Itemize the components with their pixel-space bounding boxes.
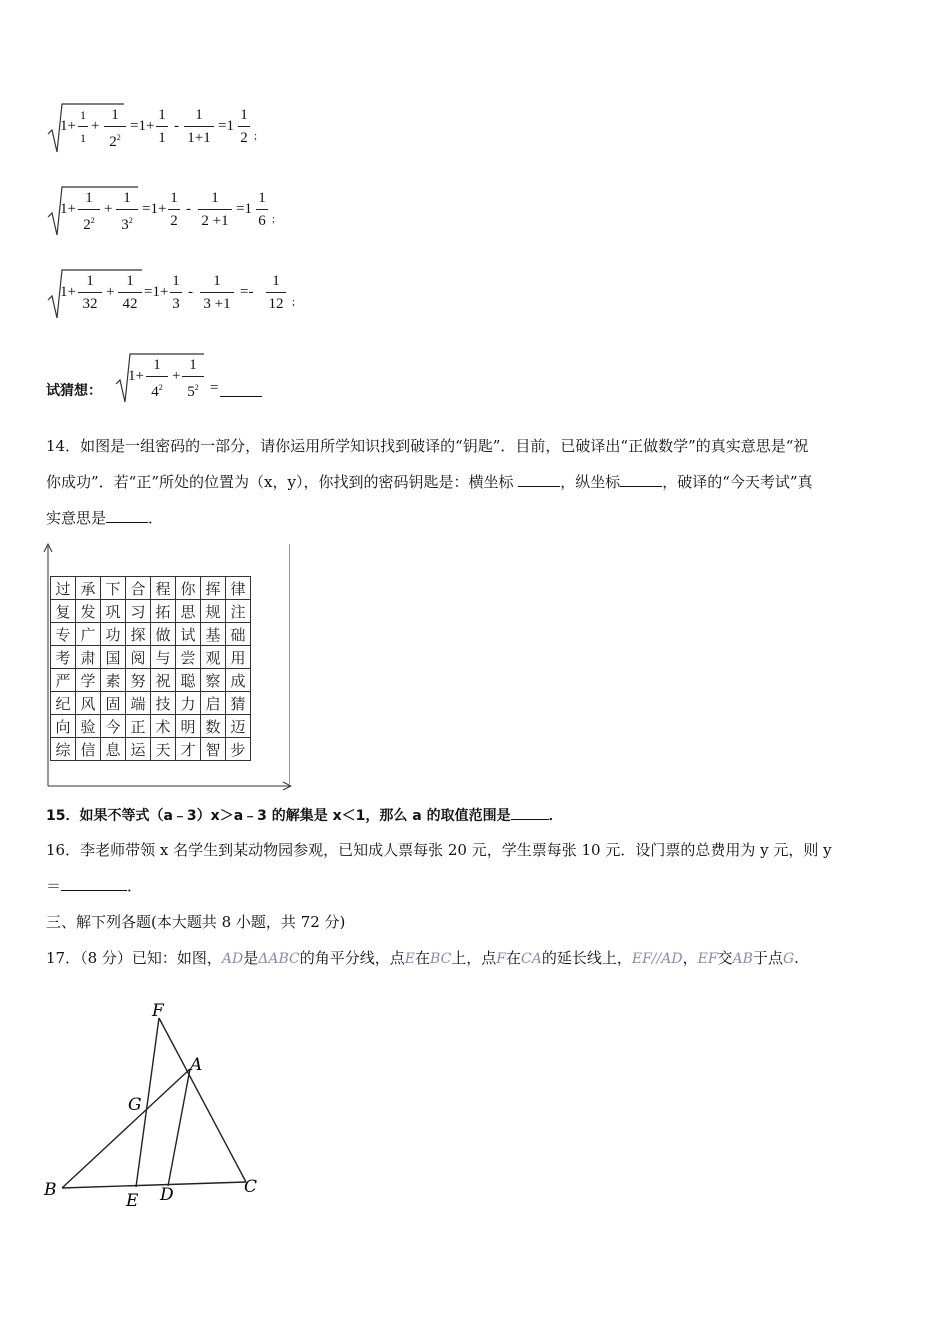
q16-line-2 — [46, 868, 906, 904]
label-c: C — [244, 1177, 258, 1197]
grid-cell: 注 — [226, 600, 251, 623]
grid-cell: 成 — [226, 669, 251, 692]
grid-cell: 国 — [101, 646, 126, 669]
grid-cell: 固 — [101, 692, 126, 715]
semicolon: ; — [272, 213, 276, 225]
grid-cell: 风 — [76, 692, 101, 715]
grid-cell: 术 — [151, 715, 176, 738]
grid-row — [51, 669, 251, 692]
grid-cell: 聪 — [176, 669, 201, 692]
grid-row — [51, 715, 251, 738]
math-ef: EF — [697, 951, 718, 967]
cipher-grid — [50, 576, 251, 761]
equals: =1 — [218, 118, 234, 134]
grid-cell: 技 — [151, 692, 176, 715]
equals: =1+ — [144, 284, 169, 300]
fraction: 1 2 — [168, 189, 180, 230]
grid-cell: 综 — [51, 738, 76, 761]
q17-text: 是 — [243, 949, 259, 967]
q14-text: ，纵坐标 — [560, 473, 621, 491]
q17-text: 17．（8 分）已知：如图， — [46, 949, 222, 967]
segment-bc — [62, 1182, 246, 1188]
q17-text: 于点 — [752, 949, 783, 967]
q14-text: ，破译的“今天考试”真 — [662, 473, 813, 491]
x-blank[interactable] — [518, 470, 560, 487]
q14-text: ． — [148, 509, 164, 527]
grid-cell: 迈 — [226, 715, 251, 738]
grid-cell: 思 — [176, 600, 201, 623]
label-g: G — [128, 1095, 142, 1115]
grid-cell: 息 — [101, 738, 126, 761]
math-f: F — [496, 951, 507, 967]
grid-cell: 尝 — [176, 646, 201, 669]
meaning-blank[interactable] — [106, 506, 148, 523]
minus: - — [188, 284, 193, 300]
fraction: 1 32 — [78, 272, 102, 313]
math-e: E — [404, 951, 415, 967]
semicolon: ; — [254, 130, 258, 142]
grid-cell: 数 — [201, 715, 226, 738]
grid-cell: 才 — [176, 738, 201, 761]
grid-cell: 智 — [201, 738, 226, 761]
q17-text: ， — [682, 949, 698, 967]
q16-text: ＝ — [46, 877, 62, 895]
question-14 — [46, 428, 906, 536]
grid-cell: 功 — [101, 623, 126, 646]
q17-text: 在 — [415, 949, 431, 967]
guess-label: 试猜想： — [46, 383, 102, 399]
label-e: E — [126, 1191, 139, 1211]
answer-blank[interactable] — [511, 803, 549, 820]
equals: = — [210, 380, 219, 396]
q17-text: 在 — [506, 949, 522, 967]
grid-cell: 拓 — [151, 600, 176, 623]
grid-cell: 察 — [201, 669, 226, 692]
q17-text: 的延长线上， — [541, 949, 632, 967]
plus: + — [172, 368, 181, 384]
grid-cell: 力 — [176, 692, 201, 715]
grid-cell: 素 — [101, 669, 126, 692]
grid-cell: 努 — [126, 669, 151, 692]
q15-text: 15．如果不等式（a﹣3）x＞a﹣3 的解集是 x＜1，那么 a 的取值范围是 — [46, 808, 511, 824]
fraction: 1 12 — [266, 272, 286, 313]
fraction: 1 1+1 — [184, 106, 214, 147]
grid-cell: 复 — [51, 600, 76, 623]
equals: =1 — [236, 201, 252, 217]
fraction: 1 $2^2$ — [104, 106, 126, 151]
grid-cell: 纪 — [51, 692, 76, 715]
grid-row — [51, 738, 251, 761]
grid-cell: 考 — [51, 646, 76, 669]
grid-row — [51, 577, 251, 600]
grid-cell: 试 — [176, 623, 201, 646]
question-15 — [46, 798, 906, 834]
term: 1+ — [60, 201, 76, 217]
equals: =1+ — [142, 201, 167, 217]
plus: + — [91, 118, 100, 134]
fraction: 1 $2^2$ — [78, 189, 100, 234]
fraction: 1 2 — [238, 106, 250, 147]
q17-text: 的角平分线，点 — [299, 949, 405, 967]
grid-row — [51, 646, 251, 669]
grid-cell: 巩 — [101, 600, 126, 623]
minus: - — [186, 201, 191, 217]
math-ab: AB — [732, 951, 753, 967]
figure-border — [289, 544, 290, 784]
term: 1+ — [60, 118, 76, 134]
fraction: 1 $3^2$ — [116, 189, 138, 234]
grid-cell: 承 — [76, 577, 101, 600]
grid-cell: 程 — [151, 577, 176, 600]
fraction: 1 2 +1 — [198, 189, 232, 230]
q14-line-3 — [46, 500, 906, 536]
guess-line — [46, 350, 346, 412]
math-triangle: ΔABC — [258, 951, 300, 967]
q14-text: 你成功”．若“正”所处的位置为（x，y），你找到的密码钥匙是：横坐标 — [46, 473, 514, 491]
grid-cell: 与 — [151, 646, 176, 669]
grid-cell: 规 — [201, 600, 226, 623]
math-bc: BC — [430, 951, 452, 967]
grid-row — [51, 692, 251, 715]
grid-cell: 信 — [76, 738, 101, 761]
grid-cell: 阅 — [126, 646, 151, 669]
fraction: 1 3 +1 — [200, 272, 234, 313]
q14-line-2 — [46, 464, 906, 500]
answer-blank[interactable] — [61, 874, 127, 891]
grid-row — [51, 600, 251, 623]
grid-cell: 广 — [76, 623, 101, 646]
question-17 — [46, 940, 906, 977]
grid-cell: 步 — [226, 738, 251, 761]
grid-row — [51, 623, 251, 646]
y-blank[interactable] — [620, 470, 662, 487]
grid-cell: 挥 — [201, 577, 226, 600]
fraction: 1 3 — [170, 272, 182, 313]
answer-blank[interactable] — [220, 380, 262, 397]
q17-text: . — [794, 949, 799, 967]
fraction: 1 1 — [156, 106, 168, 147]
grid-cell: 启 — [201, 692, 226, 715]
fraction: 1 $5^2$ — [182, 356, 204, 401]
grid-cell: 天 — [151, 738, 176, 761]
q17-text: 交 — [717, 949, 733, 967]
grid-cell: 做 — [151, 623, 176, 646]
math-ca: CA — [521, 951, 542, 967]
q16-text: ． — [127, 877, 143, 895]
q16-line-1: 16．李老师带领 x 名学生到某动物园参观，已知成人票每张 20 元，学生票每张 10 元．设门票的总费用为 y 元，则 y — [46, 841, 832, 859]
label-a: A — [190, 1055, 203, 1075]
q15-text: ． — [548, 808, 563, 824]
question-16 — [46, 832, 906, 904]
grid-cell: 向 — [51, 715, 76, 738]
label-b: B — [44, 1180, 57, 1200]
grid-cell: 学 — [76, 669, 101, 692]
grid-cell: 今 — [101, 715, 126, 738]
math-ad: AD — [221, 951, 244, 967]
grid-cell: 祝 — [151, 669, 176, 692]
math-g: G — [782, 951, 795, 967]
grid-cell: 观 — [201, 646, 226, 669]
grid-cell: 验 — [76, 715, 101, 738]
grid-cell: 严 — [51, 669, 76, 692]
fraction: 1 1 — [80, 108, 86, 145]
fraction: 1 42 — [118, 272, 142, 313]
fraction: 1 6 — [256, 189, 268, 230]
grid-cell: 正 — [126, 715, 151, 738]
grid-cell: 基 — [201, 623, 226, 646]
grid-cell: 习 — [126, 600, 151, 623]
grid-cell: 专 — [51, 623, 76, 646]
grid-cell: 探 — [126, 623, 151, 646]
grid-cell: 猜 — [226, 692, 251, 715]
plus: + — [104, 201, 113, 217]
label-d: D — [160, 1185, 174, 1205]
grid-cell: 发 — [76, 600, 101, 623]
segment-fc — [159, 1018, 246, 1182]
equals: =- — [240, 284, 254, 300]
q17-text: 上，点 — [451, 949, 497, 967]
grid-cell: 运 — [126, 738, 151, 761]
semicolon: ; — [292, 296, 296, 308]
plus: + — [106, 284, 115, 300]
fraction: 1 $4^2$ — [146, 356, 168, 401]
grid-cell: 律 — [226, 577, 251, 600]
grid-cell: 明 — [176, 715, 201, 738]
grid-cell: 端 — [126, 692, 151, 715]
term: 1+ — [128, 368, 144, 384]
triangle-figure — [40, 1000, 280, 1215]
q14-line-1: 14．如图是一组密码的一部分，请你运用所学知识找到破译的“钥匙”．目前，已破译出“正做数学”的真实意思是“祝 — [46, 437, 809, 455]
grid-cell: 你 — [176, 577, 201, 600]
grid-cell: 础 — [226, 623, 251, 646]
q14-text: 实意思是 — [46, 509, 107, 527]
equals: =1+ — [130, 118, 155, 134]
grid-cell: 用 — [226, 646, 251, 669]
grid-cell: 下 — [101, 577, 126, 600]
section-3-heading: 三、解下列各题(本大题共 8 小题，共 72 分) — [46, 913, 346, 931]
minus: - — [174, 118, 179, 134]
math-ef-parallel-ad: EF//AD — [631, 951, 683, 967]
term: 1+ — [60, 284, 76, 300]
grid-cell: 肃 — [76, 646, 101, 669]
label-f: F — [152, 1001, 164, 1021]
grid-cell: 合 — [126, 577, 151, 600]
grid-cell: 过 — [51, 577, 76, 600]
